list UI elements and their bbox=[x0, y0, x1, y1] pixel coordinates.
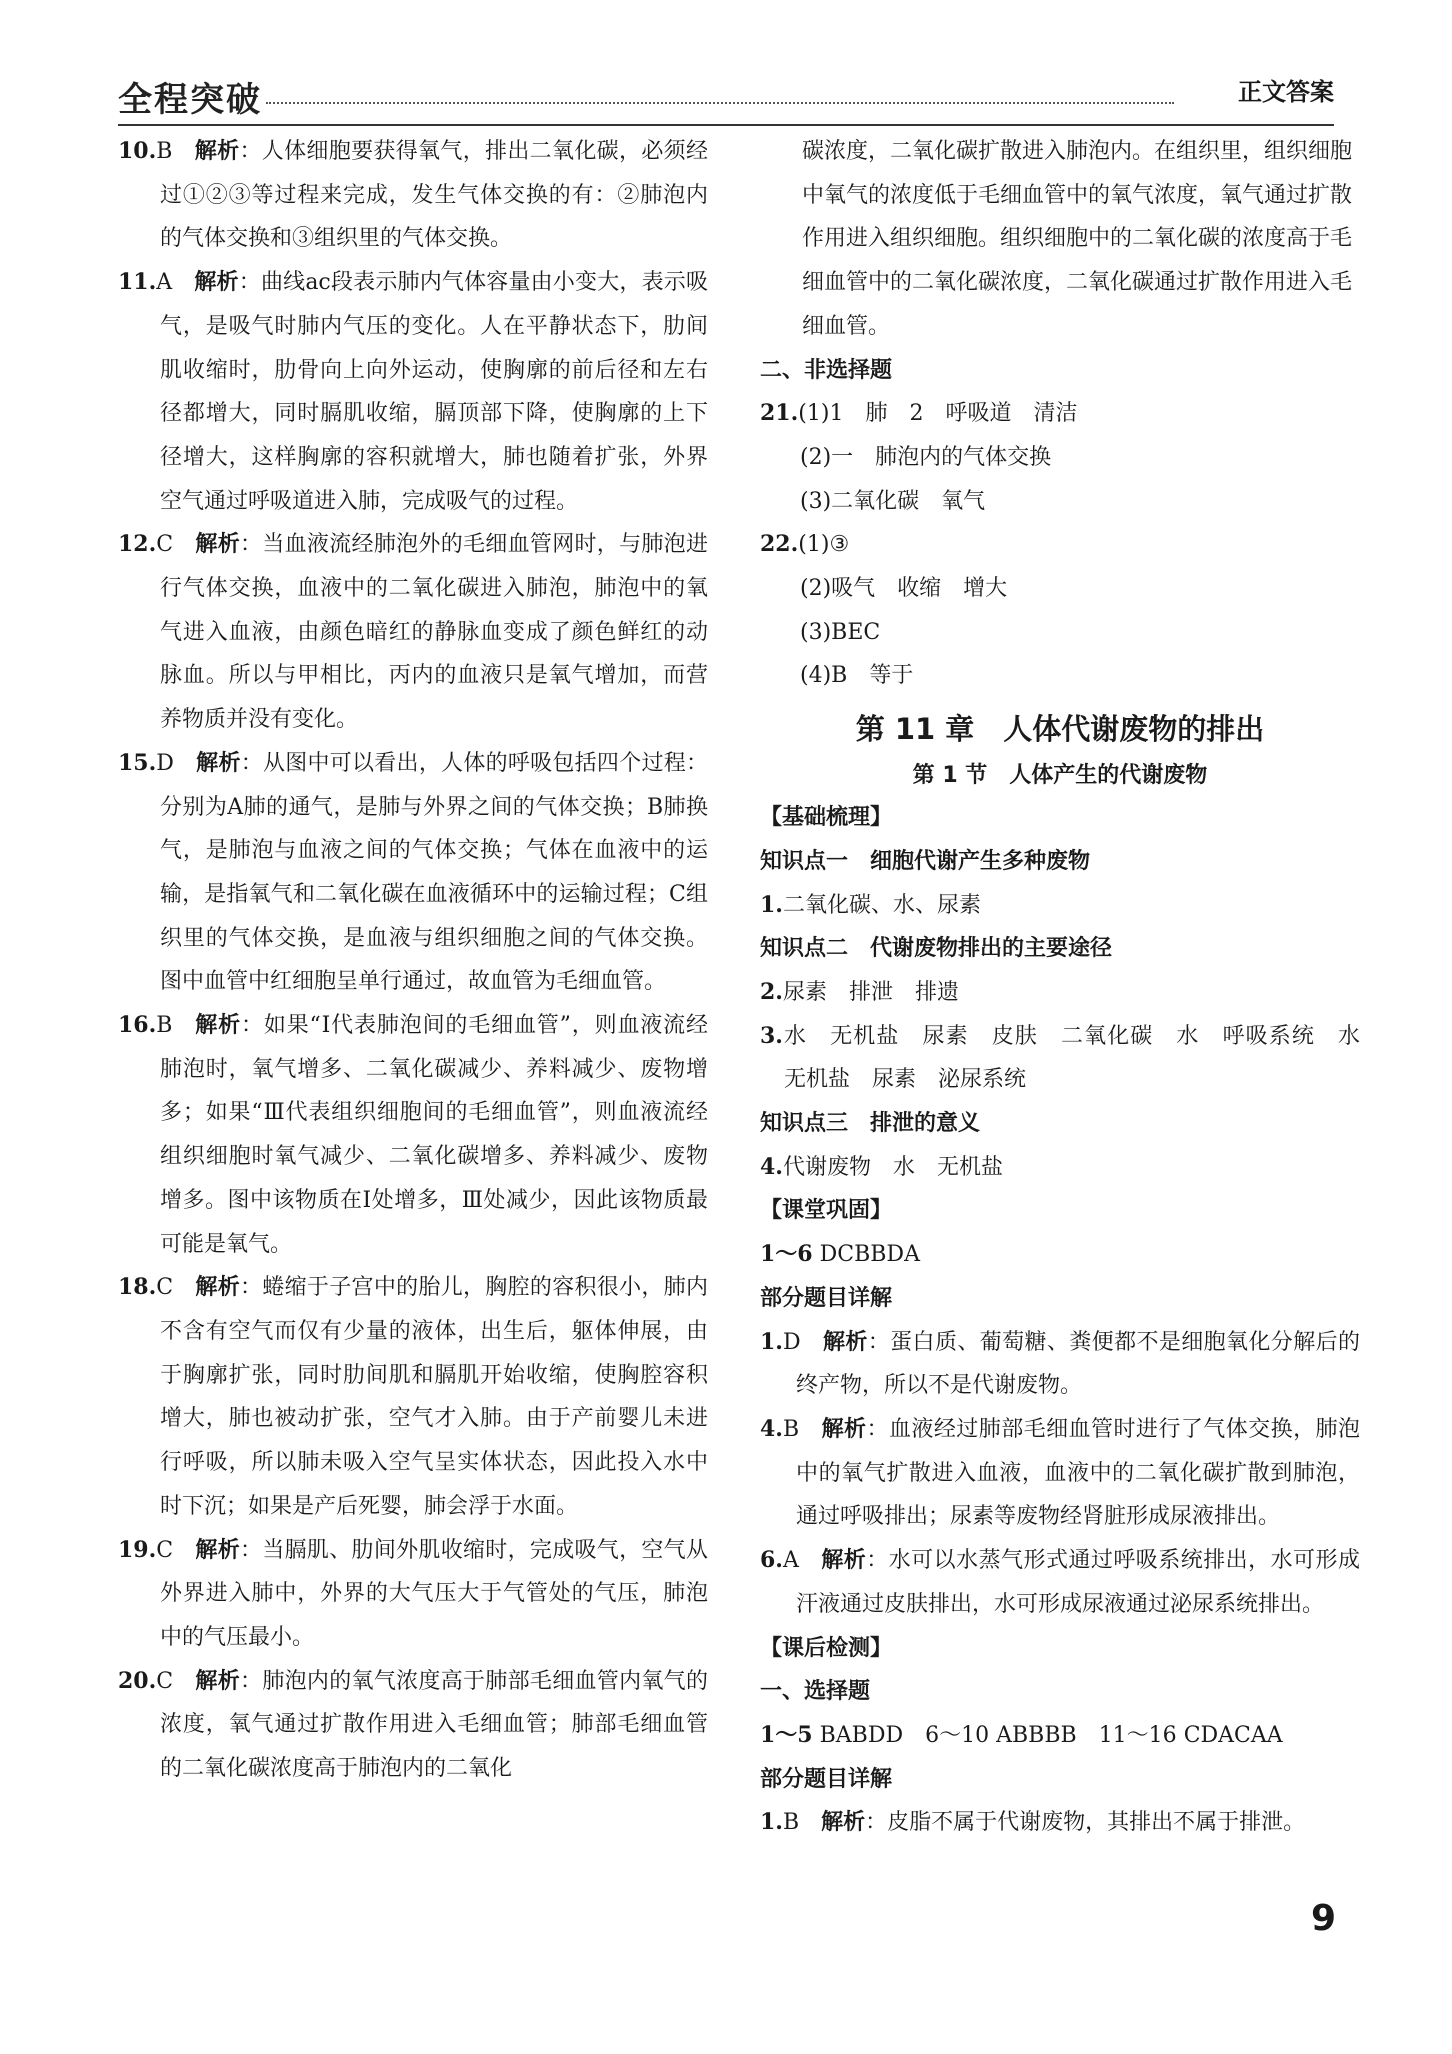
left-column bbox=[118, 130, 708, 1791]
header-dotted-line bbox=[266, 102, 1174, 104]
answer-item-20: 20.C 解析：肺泡内的氧气浓度高于肺部毛细血管内氧气的浓度，氧气通过扩散作用进入毛细血管；肺部毛细血管的二氧化碳浓度高于肺泡内的二氧化 bbox=[118, 1667, 708, 1782]
class-consolidation-heading: 【课堂巩固】 bbox=[760, 1198, 893, 1224]
knowledge-point-2-heading: 知识点二 代谢废物排出的主要途径 bbox=[760, 936, 1113, 962]
header-divider bbox=[118, 124, 1334, 126]
answer-item-15: 15.D 解析：从图中可以看出，人体的呼吸包括四个过程：分别为A肺的通气，是肺与外界之间的气体交换；B肺换气，是肺泡与血液之间的气体交换；气体在血液中的运输，是指氧气和二氧化碳在血液循环中的运输过程；C组织里的气体交换，是血液与组织细胞之间的气体交换。图中血管中红细胞呈单行通过，故血管为毛细血管。 bbox=[118, 749, 708, 995]
knowledge-point-3-heading: 知识点三 排泄的意义 bbox=[760, 1111, 981, 1137]
answer-item-22-line3: (3)BEC bbox=[800, 619, 881, 645]
answer-item-18: 18.C 解析：蜷缩于子宫中的胎儿，胸腔的容积很小，肺内不含有空气而仅有少量的液体，出生后，躯体伸展，由于胸廓扩张，同时肋间肌和膈肌开始收缩，使胸腔容积增大，肺也被动扩张，空气才入肺。由于产前婴儿未进行呼吸，所以肺未吸入空气呈实体状态，因此投入水中时下沉；如果是产后死婴，肺会浮于水面。 bbox=[118, 1274, 708, 1519]
answer-item-21-line3: (3)二氧化碳 氧气 bbox=[800, 488, 986, 514]
class-answers: 1～6 DCBBDA bbox=[760, 1241, 920, 1268]
answer-item-19: 19.C 解析：当膈肌、肋间外肌收缩时，完成吸气，空气从外界进入肺中，外界的大气压大于气管处的气压，肺泡中的气压最小。 bbox=[118, 1536, 708, 1650]
knowledge-point-3-answer: 4.代谢废物 水 无机盐 bbox=[760, 1153, 1003, 1180]
answer-item-20-continuation: 碳浓度，二氧化碳扩散进入肺泡内。在组织里，组织细胞中氧气的浓度低于毛细血管中的氧气浓度，氧气通过扩散作用进入组织细胞。组织细胞中的二氧化碳的浓度高于毛细血管中的二氧化碳浓度，二氧化碳通过扩散作用进入毛细血管。 bbox=[802, 139, 1353, 339]
answer-item-12: 12.C 解析：当血液流经肺泡外的毛细血管网时，与肺泡进行气体交换，血液中的二氧化碳进入肺泡，肺泡中的氧气进入血液，由颜色暗红的静脉血变成了颜色鲜红的动脉血。所以与甲相比，丙内的血液只是氧气增加，而营养物质并没有变化。 bbox=[118, 531, 708, 733]
class-detail-1: 1.D 解析：蛋白质、葡萄糖、粪便都不是细胞氧化分解后的终产物，所以不是代谢废物。 bbox=[760, 1328, 1360, 1399]
answer-item-16: 16.B 解析：如果“Ⅰ代表肺泡间的毛细血管”，则血液流经肺泡时，氧气增多、二氧化碳减少、养料减少、废物增多；如果“Ⅲ代表组织细胞间的毛细血管”，则血液流经组织细胞时氧气减少、二氧化碳增多、养料减少、废物增多。图中该物质在Ⅰ处增多，Ⅲ处减少，因此该物质最可能是氧气。 bbox=[118, 1012, 708, 1257]
non-choice-heading: 二、非选择题 bbox=[760, 357, 893, 383]
after-class-heading: 【课后检测】 bbox=[760, 1635, 893, 1661]
header-section-label: 正文答案 bbox=[1238, 78, 1334, 106]
page-number: 9 bbox=[1310, 1898, 1336, 1939]
after-detail-heading: 部分题目详解 bbox=[760, 1766, 893, 1792]
section-title: 第 1 节 人体产生的代谢废物 bbox=[912, 763, 1208, 789]
knowledge-point-2-answer-2: 2.尿素 排泄 排遗 bbox=[760, 978, 959, 1005]
page-header bbox=[118, 62, 1334, 132]
class-detail-4: 4.B 解析：血液经过肺部毛细血管时进行了气体交换，肺泡中的氧气扩散进入血液，血液中的二氧化碳扩散到肺泡，通过呼吸排出；尿素等废物经肾脏形成尿液排出。 bbox=[760, 1415, 1360, 1530]
brand-logo: 全程突破 bbox=[118, 80, 262, 120]
answer-item-10: 10.B 解析：人体细胞要获得氧气，排出二氧化碳，必须经过①②③等过程来完成，发生气体交换的有：②肺泡内的气体交换和③组织里的气体交换。 bbox=[118, 138, 708, 252]
answer-item-11: 11.A 解析：曲线ac段表示肺内气体容量由小变大，表示吸气，是吸气时肺内气压的变化。人在平静状态下，肋间肌收缩时，肋骨向上向外运动，使胸廓的前后径和左右径都增大，同时膈肌收缩，膈顶部下降，使胸廓的上下径增大，这样胸廓的容积就增大，肺也随着扩张，外界空气通过呼吸道进入肺，完成吸气的过程。 bbox=[118, 269, 708, 514]
knowledge-point-1-answer: 1.二氧化碳、水、尿素 bbox=[760, 891, 981, 918]
class-detail-6: 6.A 解析：水可以水蒸气形式通过呼吸系统排出，水可形成汗液通过皮肤排出，水可形成尿液通过泌尿系统排出。 bbox=[760, 1547, 1360, 1617]
knowledge-point-2-answer-3: 3.水 无机盐 尿素 皮肤 二氧化碳 水 呼吸系统 水 无机盐 尿素 泌尿系统 bbox=[760, 1022, 1383, 1093]
answer-item-22: 22.(1)③ bbox=[760, 531, 850, 558]
choice-heading: 一、选择题 bbox=[760, 1679, 871, 1705]
answer-item-21: 21.(1)1 肺 2 呼吸道 清洁 bbox=[760, 400, 1078, 427]
basics-heading: 【基础梳理】 bbox=[760, 805, 893, 831]
after-detail-1: 1.B 解析：皮脂不属于代谢废物，其排出不属于排泄。 bbox=[760, 1809, 1306, 1836]
right-column bbox=[760, 130, 1383, 1845]
chapter-title: 第 11 章 人体代谢废物的排出 bbox=[855, 712, 1265, 747]
answer-item-21-line2: (2)一 肺泡内的气体交换 bbox=[800, 444, 1052, 470]
answer-item-22-line2: (2)吸气 收缩 增大 bbox=[800, 576, 1008, 602]
after-class-answers: 1～5 BABDD 6～10 ABBBB 11～16 CDACAA bbox=[760, 1721, 1283, 1748]
answer-item-22-line4: (4)B 等于 bbox=[800, 663, 914, 689]
knowledge-point-1-heading: 知识点一 细胞代谢产生多种废物 bbox=[760, 848, 1091, 874]
class-detail-heading: 部分题目详解 bbox=[760, 1285, 893, 1311]
